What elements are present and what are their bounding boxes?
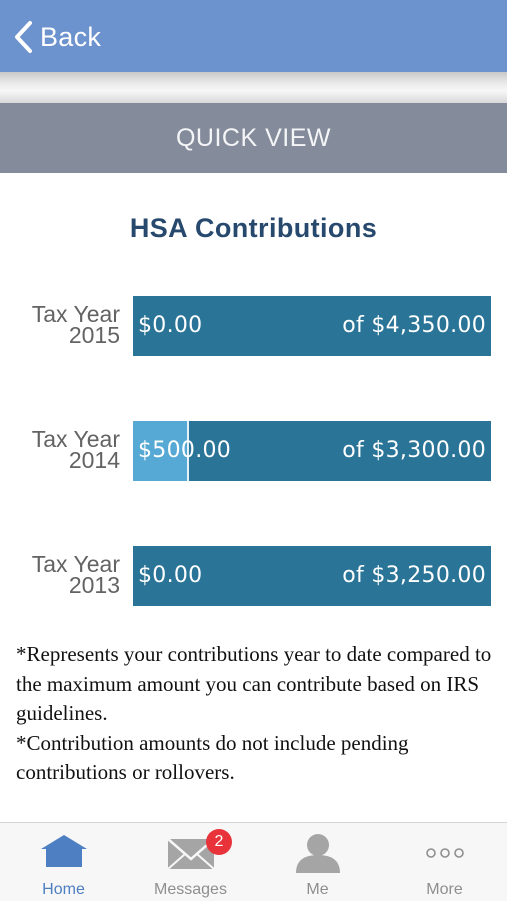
tax-year-number: 2015 bbox=[68, 322, 120, 348]
contribution-progress-bar bbox=[133, 421, 491, 481]
tab-label: Messages bbox=[154, 881, 227, 898]
home-icon bbox=[39, 833, 89, 869]
navigation-bar bbox=[0, 0, 507, 72]
maximum-amount: of $4,350.00 bbox=[342, 313, 486, 338]
contribution-row-2014 bbox=[0, 421, 507, 481]
person-icon bbox=[293, 833, 343, 873]
contributed-amount: $500.00 bbox=[138, 438, 232, 463]
tab-label: Home bbox=[42, 881, 85, 898]
section-title: QUICK VIEW bbox=[175, 123, 331, 152]
tab-label: More bbox=[426, 881, 463, 898]
tax-year-text: Tax Year bbox=[31, 551, 120, 577]
back-label: Back bbox=[40, 21, 102, 52]
page-title: HSA Contributions bbox=[129, 213, 378, 243]
contribution-progress-bar bbox=[133, 296, 491, 356]
contribution-progress-bar bbox=[133, 546, 491, 606]
tax-year-number: 2014 bbox=[68, 447, 120, 473]
contributed-amount: $0.00 bbox=[138, 313, 203, 338]
tab-more[interactable] bbox=[381, 823, 507, 901]
section-header bbox=[0, 103, 507, 173]
contributed-amount: $0.00 bbox=[138, 563, 203, 588]
tax-year-text: Tax Year bbox=[31, 301, 120, 327]
contributions-disclaimer bbox=[16, 640, 496, 788]
disclaimer-line: *Represents your contributions year to date compared to the maximum amount you can contribute based on IRS guidelines. bbox=[16, 642, 492, 725]
unread-count-badge: 2 bbox=[206, 829, 232, 855]
tab-messages[interactable] bbox=[127, 823, 254, 901]
tab-label: Me bbox=[306, 881, 329, 898]
tax-year-number: 2013 bbox=[68, 572, 120, 598]
back-button[interactable] bbox=[12, 18, 101, 56]
header-sheen bbox=[0, 72, 507, 103]
maximum-amount: of $3,250.00 bbox=[342, 563, 486, 588]
chevron-left-icon bbox=[12, 20, 34, 54]
tab-home[interactable] bbox=[0, 823, 127, 901]
contribution-row-2013 bbox=[0, 546, 507, 606]
more-dots-icon bbox=[420, 833, 470, 869]
tax-year-text: Tax Year bbox=[31, 426, 120, 452]
tab-me[interactable] bbox=[254, 823, 381, 901]
tax-year-label bbox=[14, 551, 120, 598]
disclaimer-line: *Contribution amounts do not include pending contributions or rollovers. bbox=[16, 730, 409, 784]
maximum-amount: of $3,300.00 bbox=[342, 438, 486, 463]
tax-year-label bbox=[14, 426, 120, 473]
contribution-row-2015 bbox=[0, 296, 507, 356]
tab-bar bbox=[0, 822, 507, 901]
tax-year-label bbox=[14, 301, 120, 348]
